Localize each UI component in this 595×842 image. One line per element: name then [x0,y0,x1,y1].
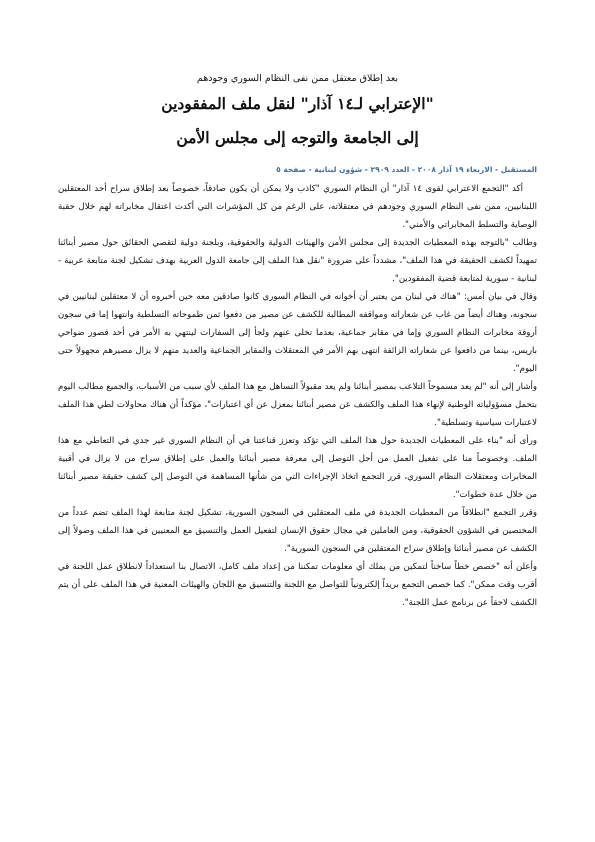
article-paragraph: وقال في بيان أمس: "هناك في لبنان من يعتبر أن أخوانه في النظام السوري كانوا صادقين معه حين أخبروه أن لا معتقلين لبنانيين في سجونه، وهناك أيضاً من غاب عن شعاراته ومواقفه المطالبة للكشف عن مصير من دفعوا ثمن طموحاته التسلطية وانتهوا إما في سجون أروقة مخابرات النظام السوري وإما في مقابر جماعية، بعدما تخلى عنهم ولجأ إلى السفارات لينتهي به الأمر في أحد قصور ضواحي باريس، بينما من دافعوا عن شعاراته الزائفة انتهى بهم الأمر في المعتقلات والمقابر الجماعية والعديد منهم لا يزال مصيرهم مجهولاً حتى اليوم". [58,292,537,374]
article-kicker: بعد إطلاق معتقل ممن نفى النظام السوري وجودهم [196,73,399,84]
article-paragraph: ورأى أنه "بناء على المعطيات الجديدة حول هذا الملف التي تؤكد وتعزز قناعتنا في أن النظام السوري غير جدي في التعاطي مع هذا الملف. وخصوصاً منا على تفعيل العمل من أجل التوصل إلى معرفة مصير أبنائنا والعمل على إطلاق سراح من لا يزال في أقبية المخابرات ومعتقلات النظام السوري، قرر التجمع اتخاذ الإجراءات التي من شأنها المساهمة في التوصل إلى كشف حقيقة مصير أبنائنا من خلال عدة خطوات". [58,436,537,500]
article-paragraph: أكد "التجمع الاعترابي لقوى ١٤ آذار" أن النظام السوري "كاذب ولا يمكن أن يكون صادقاً، خصوصاً بعد إطلاق سراح أحد المعتقلين اللبنانيين، ممن نفى النظام السوري وجودهم في معتقلاته، على الرغم من كل المؤشرات التي أكدت اعتقال مخابراته لهم خلال حقبة الوصاية والتسلط المخابراتي والأمني". [58,184,537,230]
article-paragraph: وقرر التجمع "انطلاقاً من المعطيات الجديدة في ملف المعتقلين في السجون السورية، تشكيل لجنة متابعة لهذا الملف تضم عدداً من المختصين في الشؤون الحقوقية، ومن العاملين في مجال حقوق الإنسان لتفعيل العمل والتنسيق مع المعنيين في هذا الملف وصولاً إلى الكشف عن مصير أبنائنا وإطلاق سراح المعتقلين في السجون السورية". [58,508,537,554]
article-paragraph: وطالب "بالتوجه بهذه المعطيات الجديدة إلى مجلس الأمن والهيئات الدولية والحقوقية، وبلجنة دولية لتقصي الحقائق حول مصير أبنائنا تمهيداً لكشف الحقيقة في هذا الملف"، مشدداً على ضرورة "نقل هذا الملف إلى جامعة الدول العربية بهدف تشكيل لجنة متابعة عربية - لبنانية - سورية لمتابعة قضية المفقودين". [58,238,537,284]
article-paragraph: وأشار إلى أنه "لم يعد مسموحاً التلاعب بمصير أبنائنا ولم يعد مقبولاً التساهل مع هذا الملف لأي سبب من الأسباب، والجميع مطالب اليوم بتحمل مسؤولياته الوطنية لإنهاء هذا الملف والكشف عن مصير أبنائنا بمعزل عن أي اعتبارات"، مؤكداً أن هناك محاولات لطي هذا الملف لاعتبارات سياسية وتسلطية". [58,382,537,428]
article-body [58,180,537,612]
article-headline: "الإعترابي لـ١٤ آذار" لنقل ملف المفقودين [161,94,434,113]
article-header [60,72,535,148]
article-dateline: المستقبل - الاربعاء ١٩ آذار ٢٠٠٨ - العدد ٢٩٠٩ - شؤون لبنانية - صفحة ٥ [276,165,537,174]
article-subheadline: إلى الجامعة والتوجه إلى مجلس الأمن [176,128,419,147]
article-paragraph: وأعلن أنه "خصص خطاً ساخناً لتمكين من يملك أي معلومات تمكننا من إعداد ملف كامل، الاتصال بنا استعداداً لانطلاق عمل اللجنة في أقرب وقت ممكن". كما خصص التجمع بريداً إلكترونياً للتواصل مع اللجنة والتنسيق مع اللجان والهيئات المعنية في هذا الملف على أن يتم الكشف لاحقاً عن برنامج عمل اللجنة". [58,562,537,608]
